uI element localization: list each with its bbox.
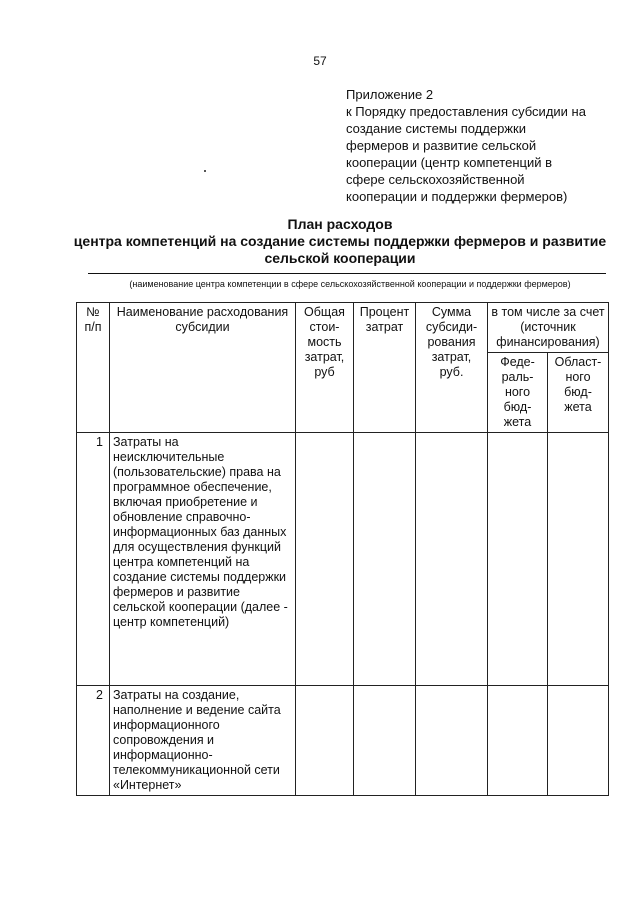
row-name: Затраты на неисключительные (пользовательские) права на программное обеспечение, включая приобретение и обновление справочно-информационных баз данных для осуществления функций центра компетенций на создание системы поддержки фермеров и развитие сельской кооперации (далее - центр компетенций) [110,433,296,686]
appendix-line: Приложение 2 [346,87,434,102]
row-subsidy[interactable] [416,686,488,796]
header-subsidy: Сумма субсиди-рования затрат, руб. [416,303,488,433]
row-federal[interactable] [488,433,548,686]
row-subsidy[interactable] [416,433,488,686]
title-line-1: План расходов [287,216,393,232]
header-name: Наименование расходования субсидии [110,303,296,433]
appendix-line: кооперации и поддержки фермеров) [346,189,568,204]
header-including: в том числе за счет (источник финансирования) [488,303,609,353]
table-row [77,433,609,686]
appendix-line: к Порядку предоставления субсидии на [346,104,586,119]
row-percent[interactable] [354,433,416,686]
header-federal: Феде-раль-ного бюд-жета [488,353,548,433]
scan-speck [204,170,206,172]
title-line-3: сельской кооперации [264,250,416,266]
appendix-block [346,86,616,205]
table-row [77,686,609,796]
expense-table [76,302,609,796]
appendix-line: сфере сельскохозяйственной [346,172,525,187]
appendix-line: кооперации (центр компетенций в [346,155,552,170]
row-percent[interactable] [354,686,416,796]
name-caption: (наименование центра компетенции в сфере сельскохозяйственной кооперации и поддержки фермеров) [129,279,571,289]
row-federal[interactable] [488,686,548,796]
title-line-2: центра компетенций на создание системы поддержки фермеров и развитие [73,233,607,249]
row-total[interactable] [296,686,354,796]
appendix-line: создание системы поддержки [346,121,526,136]
row-num: 2 [77,686,110,796]
row-regional[interactable] [548,433,609,686]
document-title [60,216,620,267]
header-percent: Процент затрат [354,303,416,433]
row-num: 1 [77,433,110,686]
row-name: Затраты на создание, наполнение и ведение сайта информационного сопровождения и информационно-телекоммуникационной сети «Интернет» [110,686,296,796]
row-regional[interactable] [548,686,609,796]
header-regional: Област-ного бюд-жета [548,353,609,433]
appendix-line: фермеров и развитие сельской [346,138,537,153]
header-total: Общая стои-мость затрат, руб [296,303,354,433]
name-underline [88,273,606,274]
page-number: 57 [313,54,327,68]
row-total[interactable] [296,433,354,686]
header-num: № п/п [77,303,110,433]
